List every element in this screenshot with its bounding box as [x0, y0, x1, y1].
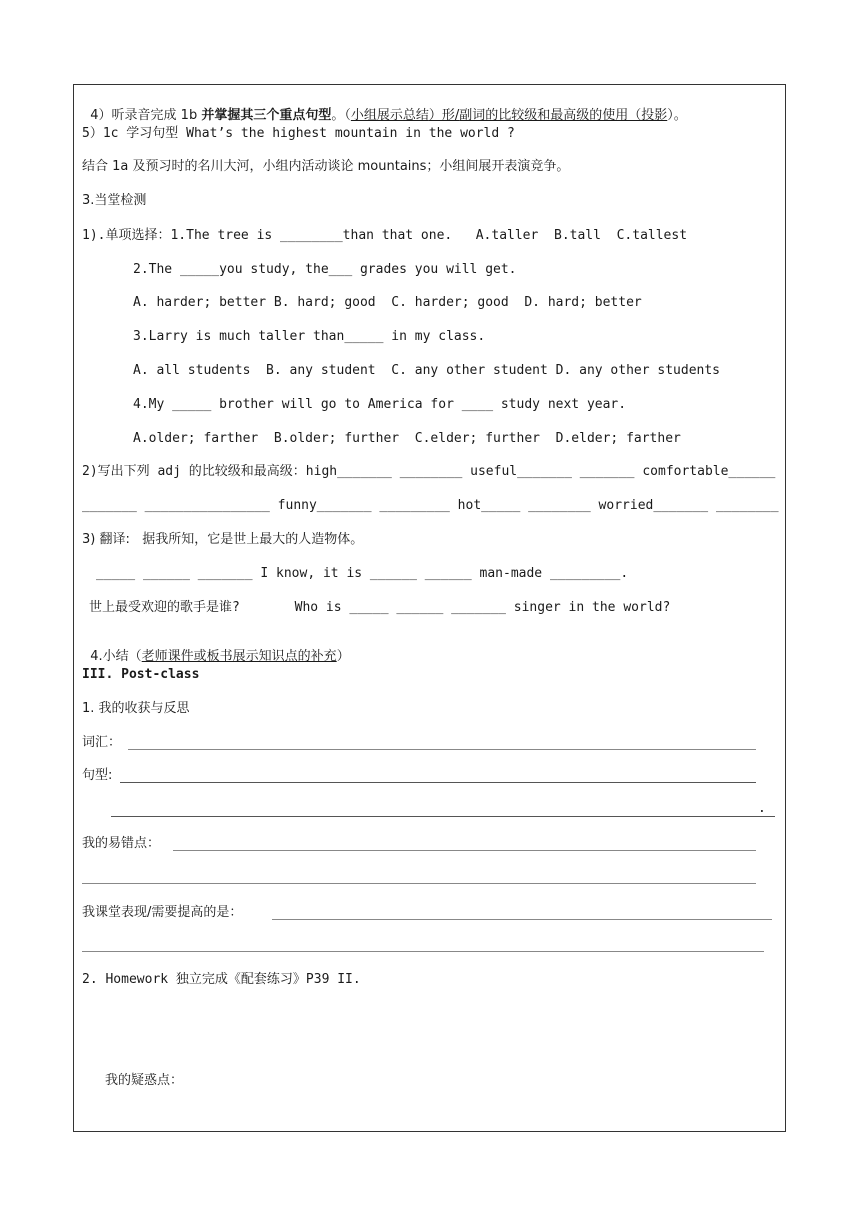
- sentence-end-dot: .: [758, 801, 766, 816]
- question-3-options: A. all students B. any student C. any other student D. any other students: [133, 363, 720, 378]
- question-3: 3.Larry is much taller than_____ in my class.: [133, 329, 486, 344]
- step-4-paren-open: 。（: [331, 108, 351, 123]
- section-3-title: 3.当堂检测: [82, 193, 147, 208]
- translation-2: 世上最受欢迎的歌手是谁? Who is _____ ______ _______ singer in the world?: [89, 600, 671, 615]
- mistakes-blank-line-1: [173, 850, 756, 851]
- adj-exercise-line-2: _______ ________________ funny_______ _________ hot_____ ________ worried_______ ________: [82, 498, 779, 513]
- sentence-blank-line-2: [111, 816, 775, 817]
- step-4-mid: ）形/: [428, 108, 460, 123]
- discussion-line: 结合 1a 及预习时的名川大河，小组内活动谈论 mountains；小组间展开表演竞争。: [82, 159, 570, 174]
- vocab-label: 词汇：: [82, 735, 122, 750]
- question-2-options: A. harder; better B. hard; good C. harder; good D. hard; better: [133, 295, 642, 310]
- step-5-line: 5）1c 学习句型 What’s the highest mountain in the world ?: [82, 126, 515, 141]
- question-4-options: A.older; farther B.older; further C.elder; further D.elder; farther: [133, 431, 681, 446]
- questions-label: 我的疑惑点：: [105, 1073, 184, 1088]
- step-4-group-summary: 小组展示总结: [350, 108, 429, 123]
- sentence-label: 句型:: [82, 768, 113, 783]
- step-4-prefix: 4）听录音完成 1b: [90, 108, 202, 123]
- homework-line: 2. Homework 独立完成《配套练习》P39 II.: [82, 972, 361, 987]
- mistakes-label: 我的易错点：: [82, 836, 161, 851]
- question-4: 4.My _____ brother will go to America for ____ study next year.: [133, 397, 627, 412]
- summary-line: [82, 633, 350, 665]
- performance-label: 我课堂表现/需要提高的是：: [82, 905, 243, 920]
- question-2: 2.The _____you study, the___ grades you will get.: [133, 262, 517, 277]
- performance-blank-line-2: [82, 951, 764, 952]
- adj-exercise-line-1: 2)写出下列 adj 的比较级和最高级：high_______ ________ useful_______ _______ comfortable______: [82, 464, 776, 479]
- summary-prefix: 4.小结（: [90, 649, 142, 664]
- reflection-heading: 1. 我的收获与反思: [82, 701, 190, 716]
- performance-blank-line-1: [272, 919, 772, 920]
- translation-title: 3) 翻译: 据我所知，它是世上最大的人造物体。: [82, 532, 364, 547]
- mistakes-blank-line-2: [82, 883, 756, 884]
- sentence-blank-line-1: [120, 782, 756, 783]
- summary-content: 老师课件或板书展示知识点的补充: [141, 649, 337, 664]
- vocab-blank-line: [128, 749, 756, 750]
- step-4-end: ）。: [667, 108, 687, 123]
- step-4-usage: 副词的比较级和最高级的使用（投影: [459, 108, 668, 123]
- step-4-bold: 并掌握其三个重点句型: [201, 108, 332, 123]
- summary-end: ）: [336, 649, 350, 664]
- translation-1: _____ ______ _______ I know, it is ______ ______ man-made _________.: [96, 566, 629, 581]
- question-1: 1).单项选择：1.The tree is ________than that one. A.taller B.tall C.tallest: [82, 228, 688, 243]
- step-4-line: [82, 92, 687, 124]
- post-class-heading: III. Post-class: [82, 667, 200, 682]
